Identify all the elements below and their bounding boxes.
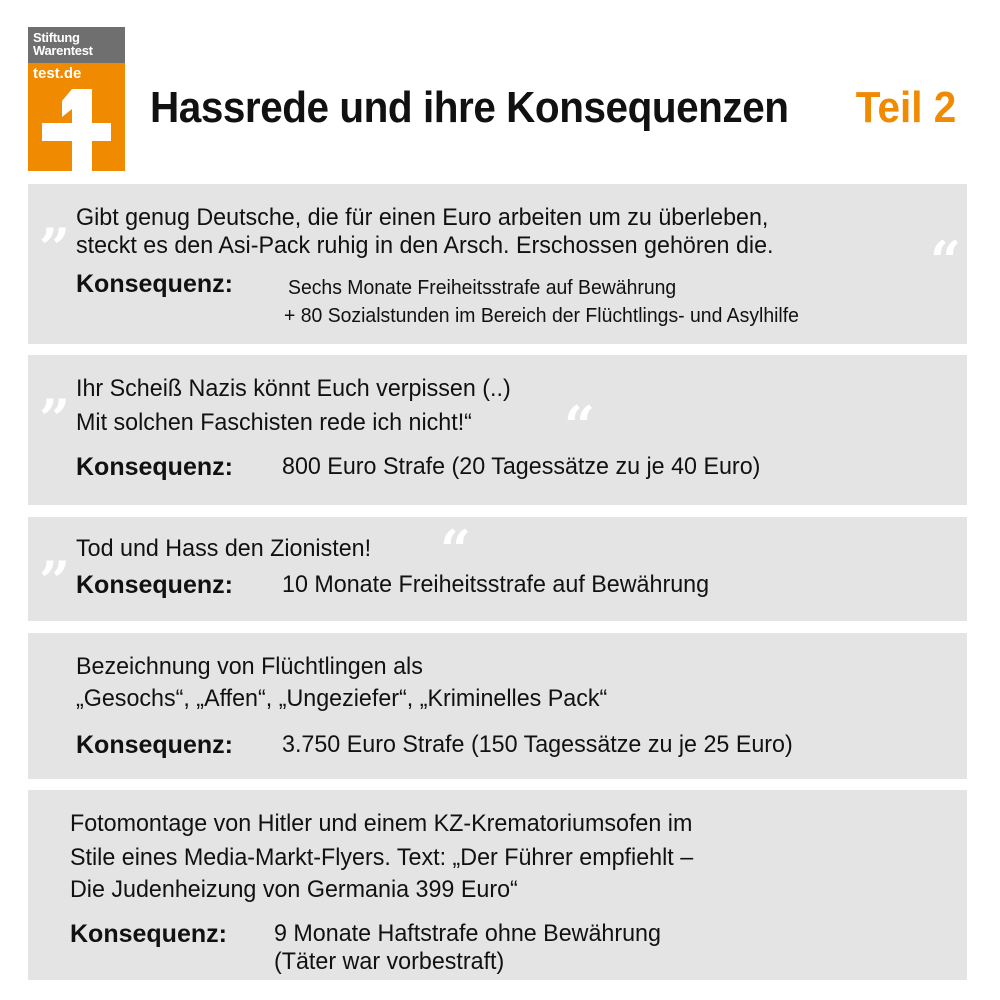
logo-line-1: Stiftung <box>33 30 80 45</box>
consequence-value: (Täter war vorbestraft) <box>274 948 505 975</box>
case-description-line: Stile eines Media-Markt-Flyers. Text: „Der Führer empfiehlt – <box>70 844 694 871</box>
case-box-2 <box>28 355 967 505</box>
closing-quote-icon: “ <box>440 518 472 582</box>
page-title: Hassrede und ihre Konsequenzen <box>150 83 789 132</box>
case-quote-line: Tod und Hass den Zionisten! <box>76 535 372 562</box>
case-description-line: Fotomontage von Hitler und einem KZ-Krematoriumsofen im <box>70 810 693 837</box>
case-box-3 <box>28 517 967 621</box>
consequence-value: 800 Euro Strafe (20 Tagessätze zu je 40 Euro) <box>282 453 761 480</box>
case-quote-line: Ihr Scheiß Nazis könnt Euch verpissen (..) <box>76 375 511 402</box>
consequence-label: Konsequenz: <box>76 571 233 599</box>
opening-quote-icon: „ <box>40 518 72 582</box>
case-quote-line: Gibt genug Deutsche, die für einen Euro arbeiten um zu überleben, <box>76 204 769 231</box>
logo-line-2: Warentest <box>33 43 93 58</box>
case-description-line: Bezeichnung von Flüchtlingen als <box>76 653 423 680</box>
consequence-value: + 80 Sozialstunden im Bereich der Flüchtlings- und Asylhilfe <box>284 305 799 327</box>
consequence-value: 9 Monate Haftstrafe ohne Bewährung <box>274 920 661 947</box>
case-box-1 <box>28 184 967 344</box>
consequence-value: 3.750 Euro Strafe (150 Tagessätze zu je 25 Euro) <box>282 731 793 758</box>
opening-quote-icon: „ <box>40 185 72 249</box>
consequence-value: Sechs Monate Freiheitsstrafe auf Bewährung <box>288 277 677 299</box>
case-description-line: Die Judenheizung von Germania 399 Euro“ <box>70 876 518 903</box>
case-description-line: „Gesochs“, „Affen“, „Ungeziefer“, „Kriminelles Pack“ <box>76 685 608 712</box>
case-box-4 <box>28 633 967 779</box>
consequence-label: Konsequenz: <box>76 731 233 759</box>
logo-one-icon <box>28 63 125 171</box>
part-label: Teil 2 <box>855 83 956 132</box>
consequence-value: 10 Monate Freiheitsstrafe auf Bewährung <box>282 571 710 598</box>
consequence-label: Konsequenz: <box>76 270 233 298</box>
opening-quote-icon: „ <box>40 356 72 420</box>
consequence-label: Konsequenz: <box>70 920 227 948</box>
case-quote-line: Mit solchen Faschisten rede ich nicht!“ <box>76 409 472 436</box>
logo-domain: test.de <box>33 65 82 82</box>
consequence-label: Konsequenz: <box>76 453 233 481</box>
logo-orange-block <box>28 63 125 171</box>
stiftung-warentest-logo <box>28 27 125 171</box>
logo-brand-block <box>28 27 125 63</box>
closing-quote-icon: “ <box>564 394 596 458</box>
case-quote-line: steckt es den Asi-Pack ruhig in den Arsch. Erschossen gehören die. <box>76 232 774 259</box>
case-box-5 <box>28 790 967 980</box>
closing-quote-icon: “ <box>930 229 962 293</box>
